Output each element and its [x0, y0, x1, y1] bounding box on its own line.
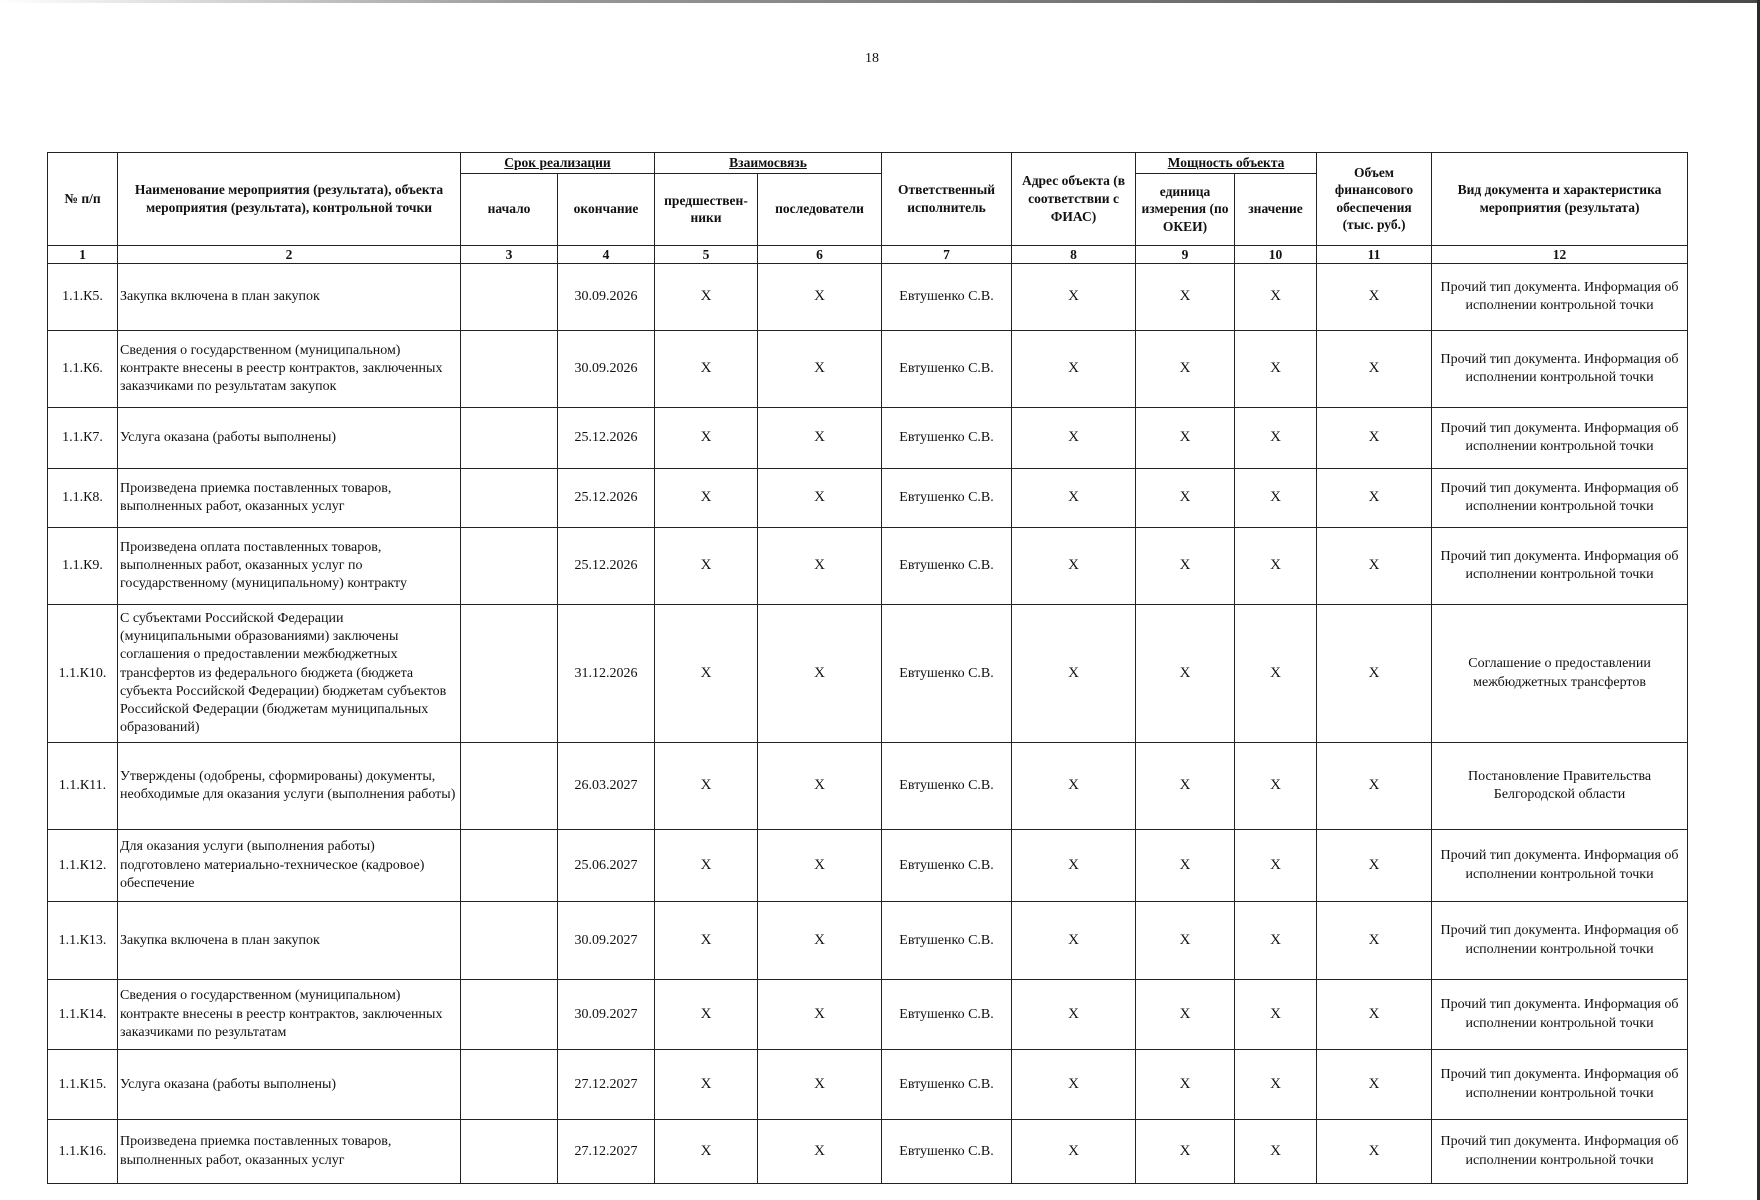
row-responsible: Евтушенко С.В.	[882, 528, 1012, 605]
row-volume: X	[1317, 1120, 1432, 1184]
row-start	[461, 980, 558, 1050]
control-points-table-wrapper	[47, 152, 1688, 1184]
row-address: X	[1012, 1120, 1136, 1184]
column-number: 8	[1012, 245, 1136, 264]
row-name: Сведения о государственном (муниципальном) контракте внесены в реестр контрактов, заключенных заказчиками по результатам	[118, 980, 461, 1050]
table-row	[48, 528, 1688, 605]
row-name: С субъектами Российской Федерации (муниципальными образованиями) заключены соглашения о предоставлении межбюджетных трансфертов из федерального бюджета (бюджета субъекта Российской Федерации) бюджетам субъектов Российской Федерации (бюджетам муниципальных образований)	[118, 605, 461, 743]
row-value: X	[1235, 830, 1317, 902]
row-end: 25.12.2026	[558, 469, 655, 528]
column-number: 5	[655, 245, 758, 264]
row-id: 1.1.К11.	[48, 743, 118, 830]
table-row	[48, 331, 1688, 408]
row-value: X	[1235, 528, 1317, 605]
header-start: начало	[461, 173, 558, 245]
row-successors: X	[758, 1120, 882, 1184]
row-responsible: Евтушенко С.В.	[882, 264, 1012, 331]
row-id: 1.1.К15.	[48, 1050, 118, 1120]
table-row	[48, 830, 1688, 902]
row-responsible: Евтушенко С.В.	[882, 605, 1012, 743]
row-responsible: Евтушенко С.В.	[882, 980, 1012, 1050]
row-successors: X	[758, 331, 882, 408]
column-number: 4	[558, 245, 655, 264]
row-end: 27.12.2027	[558, 1120, 655, 1184]
row-value: X	[1235, 469, 1317, 528]
table-row	[48, 980, 1688, 1050]
row-id: 1.1.К14.	[48, 980, 118, 1050]
row-unit: X	[1136, 528, 1235, 605]
row-successors: X	[758, 1050, 882, 1120]
row-unit: X	[1136, 469, 1235, 528]
row-unit: X	[1136, 980, 1235, 1050]
table-row	[48, 605, 1688, 743]
row-id: 1.1.К6.	[48, 331, 118, 408]
header-capacity-group: Мощность объекта	[1136, 153, 1317, 174]
header-period-group: Срок реализации	[461, 153, 655, 174]
table-row	[48, 902, 1688, 980]
row-end: 26.03.2027	[558, 743, 655, 830]
row-document: Постановление Правительства Белгородской области	[1432, 743, 1688, 830]
row-value: X	[1235, 1050, 1317, 1120]
row-unit: X	[1136, 408, 1235, 469]
row-value: X	[1235, 902, 1317, 980]
row-value: X	[1235, 408, 1317, 469]
column-number-row	[48, 245, 1688, 264]
row-unit: X	[1136, 264, 1235, 331]
row-document: Прочий тип документа. Информация об исполнении контрольной точки	[1432, 469, 1688, 528]
row-volume: X	[1317, 408, 1432, 469]
row-name: Закупка включена в план закупок	[118, 264, 461, 331]
row-unit: X	[1136, 1050, 1235, 1120]
row-volume: X	[1317, 830, 1432, 902]
row-document: Прочий тип документа. Информация об исполнении контрольной точки	[1432, 902, 1688, 980]
row-successors: X	[758, 264, 882, 331]
row-id: 1.1.К8.	[48, 469, 118, 528]
header-successors: последователи	[758, 173, 882, 245]
table-row	[48, 469, 1688, 528]
row-unit: X	[1136, 902, 1235, 980]
row-name: Произведена оплата поставленных товаров, выполненных работ, оказанных услуг по государственному (муниципальному) контракту	[118, 528, 461, 605]
header-value: значение	[1235, 173, 1317, 245]
row-document: Прочий тип документа. Информация об исполнении контрольной точки	[1432, 1120, 1688, 1184]
row-start	[461, 408, 558, 469]
row-id: 1.1.К7.	[48, 408, 118, 469]
row-successors: X	[758, 469, 882, 528]
column-number: 1	[48, 245, 118, 264]
column-number: 7	[882, 245, 1012, 264]
table-row	[48, 1050, 1688, 1120]
row-responsible: Евтушенко С.В.	[882, 830, 1012, 902]
row-predecessors: X	[655, 408, 758, 469]
row-name: Утверждены (одобрены, сформированы) документы, необходимые для оказания услуги (выполнения работы)	[118, 743, 461, 830]
row-value: X	[1235, 264, 1317, 331]
row-address: X	[1012, 331, 1136, 408]
row-document: Прочий тип документа. Информация об исполнении контрольной точки	[1432, 980, 1688, 1050]
row-successors: X	[758, 605, 882, 743]
row-address: X	[1012, 1050, 1136, 1120]
row-successors: X	[758, 743, 882, 830]
row-document: Прочий тип документа. Информация об исполнении контрольной точки	[1432, 1050, 1688, 1120]
column-number: 11	[1317, 245, 1432, 264]
row-document: Прочий тип документа. Информация об исполнении контрольной точки	[1432, 830, 1688, 902]
table-body	[48, 264, 1688, 1184]
row-predecessors: X	[655, 902, 758, 980]
row-unit: X	[1136, 331, 1235, 408]
row-unit: X	[1136, 1120, 1235, 1184]
row-unit: X	[1136, 605, 1235, 743]
row-predecessors: X	[655, 830, 758, 902]
row-id: 1.1.К13.	[48, 902, 118, 980]
row-id: 1.1.К16.	[48, 1120, 118, 1184]
row-document: Соглашение о предоставлении межбюджетных трансфертов	[1432, 605, 1688, 743]
row-end: 30.09.2026	[558, 331, 655, 408]
table-row	[48, 743, 1688, 830]
row-id: 1.1.К9.	[48, 528, 118, 605]
row-address: X	[1012, 469, 1136, 528]
row-address: X	[1012, 743, 1136, 830]
row-successors: X	[758, 528, 882, 605]
row-address: X	[1012, 980, 1136, 1050]
page-number: 18	[865, 51, 879, 66]
row-predecessors: X	[655, 743, 758, 830]
row-value: X	[1235, 743, 1317, 830]
scan-edge-top	[0, 0, 1760, 3]
row-address: X	[1012, 830, 1136, 902]
row-start	[461, 605, 558, 743]
row-responsible: Евтушенко С.В.	[882, 408, 1012, 469]
row-predecessors: X	[655, 264, 758, 331]
row-name: Произведена приемка поставленных товаров, выполненных работ, оказанных услуг	[118, 469, 461, 528]
row-end: 25.12.2026	[558, 528, 655, 605]
row-volume: X	[1317, 902, 1432, 980]
row-value: X	[1235, 980, 1317, 1050]
row-end: 30.09.2026	[558, 264, 655, 331]
row-responsible: Евтушенко С.В.	[882, 902, 1012, 980]
header-unit: единица измерения (по ОКЕИ)	[1136, 173, 1235, 245]
row-start	[461, 331, 558, 408]
row-unit: X	[1136, 830, 1235, 902]
row-responsible: Евтушенко С.В.	[882, 331, 1012, 408]
column-number: 12	[1432, 245, 1688, 264]
row-end: 25.06.2027	[558, 830, 655, 902]
row-end: 30.09.2027	[558, 902, 655, 980]
header-responsible: Ответственный исполнитель	[882, 153, 1012, 246]
row-responsible: Евтушенко С.В.	[882, 1120, 1012, 1184]
header-document: Вид документа и характеристика мероприятия (результата)	[1432, 153, 1688, 246]
header-name: Наименование мероприятия (результата), объекта мероприятия (результата), контрольной точки	[118, 153, 461, 246]
row-successors: X	[758, 980, 882, 1050]
row-id: 1.1.К10.	[48, 605, 118, 743]
row-predecessors: X	[655, 605, 758, 743]
row-id: 1.1.К12.	[48, 830, 118, 902]
row-volume: X	[1317, 331, 1432, 408]
table-row	[48, 264, 1688, 331]
header-end: окончание	[558, 173, 655, 245]
column-number: 9	[1136, 245, 1235, 264]
column-number: 6	[758, 245, 882, 264]
control-points-table	[47, 152, 1688, 1184]
row-predecessors: X	[655, 469, 758, 528]
row-responsible: Евтушенко С.В.	[882, 469, 1012, 528]
row-start	[461, 264, 558, 331]
row-volume: X	[1317, 980, 1432, 1050]
row-start	[461, 830, 558, 902]
row-document: Прочий тип документа. Информация об исполнении контрольной точки	[1432, 528, 1688, 605]
row-name: Услуга оказана (работы выполнены)	[118, 408, 461, 469]
header-link-group: Взаимосвязь	[655, 153, 882, 174]
row-predecessors: X	[655, 528, 758, 605]
row-name: Для оказания услуги (выполнения работы) подготовлено материально-техническое (кадровое) обеспечение	[118, 830, 461, 902]
row-document: Прочий тип документа. Информация об исполнении контрольной точки	[1432, 264, 1688, 331]
row-document: Прочий тип документа. Информация об исполнении контрольной точки	[1432, 408, 1688, 469]
row-id: 1.1.К5.	[48, 264, 118, 331]
row-address: X	[1012, 605, 1136, 743]
row-start	[461, 1120, 558, 1184]
row-responsible: Евтушенко С.В.	[882, 1050, 1012, 1120]
column-number: 2	[118, 245, 461, 264]
row-volume: X	[1317, 528, 1432, 605]
row-volume: X	[1317, 605, 1432, 743]
row-name: Закупка включена в план закупок	[118, 902, 461, 980]
row-address: X	[1012, 528, 1136, 605]
row-end: 27.12.2027	[558, 1050, 655, 1120]
row-predecessors: X	[655, 1050, 758, 1120]
row-value: X	[1235, 605, 1317, 743]
column-number: 10	[1235, 245, 1317, 264]
table-row	[48, 1120, 1688, 1184]
row-address: X	[1012, 264, 1136, 331]
table-header	[48, 153, 1688, 264]
row-value: X	[1235, 1120, 1317, 1184]
column-number: 3	[461, 245, 558, 264]
row-address: X	[1012, 902, 1136, 980]
row-start	[461, 1050, 558, 1120]
row-successors: X	[758, 902, 882, 980]
row-volume: X	[1317, 1050, 1432, 1120]
row-volume: X	[1317, 264, 1432, 331]
row-predecessors: X	[655, 331, 758, 408]
row-address: X	[1012, 408, 1136, 469]
row-predecessors: X	[655, 1120, 758, 1184]
header-address: Адрес объекта (в соответствии с ФИАС)	[1012, 153, 1136, 246]
row-start	[461, 743, 558, 830]
table-row	[48, 408, 1688, 469]
row-successors: X	[758, 830, 882, 902]
row-successors: X	[758, 408, 882, 469]
row-end: 31.12.2026	[558, 605, 655, 743]
header-volume: Объем финансового обеспечения (тыс. руб.)	[1317, 153, 1432, 246]
row-volume: X	[1317, 743, 1432, 830]
row-volume: X	[1317, 469, 1432, 528]
row-unit: X	[1136, 743, 1235, 830]
row-name: Услуга оказана (работы выполнены)	[118, 1050, 461, 1120]
row-value: X	[1235, 331, 1317, 408]
row-responsible: Евтушенко С.В.	[882, 743, 1012, 830]
row-name: Произведена приемка поставленных товаров, выполненных работ, оказанных услуг	[118, 1120, 461, 1184]
row-document: Прочий тип документа. Информация об исполнении контрольной точки	[1432, 331, 1688, 408]
row-end: 30.09.2027	[558, 980, 655, 1050]
row-predecessors: X	[655, 980, 758, 1050]
row-end: 25.12.2026	[558, 408, 655, 469]
header-predecessors: предшествен-ники	[655, 173, 758, 245]
row-name: Сведения о государственном (муниципальном) контракте внесены в реестр контрактов, заключенных заказчиками по результатам закупок	[118, 331, 461, 408]
row-start	[461, 902, 558, 980]
row-start	[461, 469, 558, 528]
row-start	[461, 528, 558, 605]
header-num: № п/п	[48, 153, 118, 246]
